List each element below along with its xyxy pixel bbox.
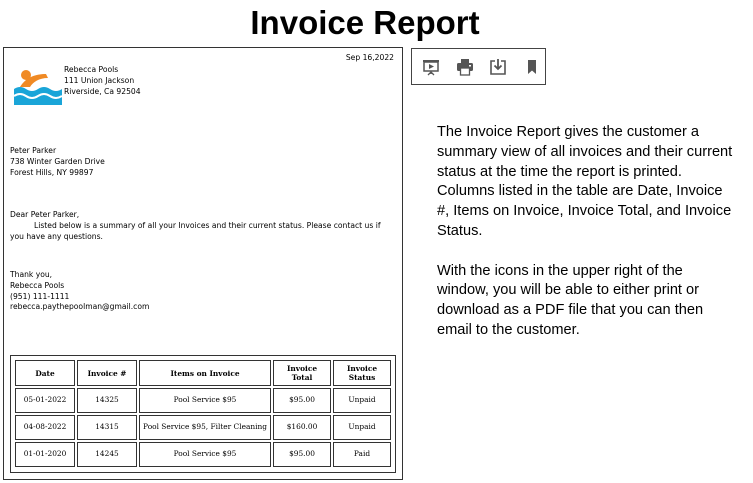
table-header-row — [15, 360, 391, 386]
recipient-name: Peter Parker — [10, 146, 57, 155]
cell-date: 01-01-2020 — [15, 442, 75, 467]
table-row — [15, 415, 391, 440]
download-icon[interactable] — [486, 54, 512, 80]
print-icon[interactable] — [452, 54, 478, 80]
cell-invoice-number: 14245 — [77, 442, 137, 467]
col-header-invoice-number: Invoice # — [77, 360, 137, 386]
company-address-line2: Riverside, Ca 92504 — [64, 86, 141, 96]
table-row — [15, 442, 391, 467]
signoff-closing: Thank you, — [10, 270, 53, 279]
greeting: Dear Peter Parker, — [10, 210, 80, 219]
cell-items: Pool Service $95 — [139, 442, 271, 467]
recipient-address-line1: 738 Winter Garden Drive — [10, 156, 105, 166]
table-row — [15, 388, 391, 413]
cell-items: Pool Service $95 — [139, 388, 271, 413]
col-header-status: Invoice Status — [333, 360, 391, 386]
col-header-total: Invoice Total — [273, 360, 331, 386]
cell-status: Unpaid — [333, 415, 391, 440]
document-date: Sep 16,2022 — [345, 53, 394, 62]
description-paragraph-2: With the icons in the upper right of the window, you will be able to either print or download as a PDF file that you can then email to the customer. — [437, 262, 704, 338]
signoff — [10, 270, 149, 313]
pool-swimmer-logo — [12, 65, 62, 105]
company-address — [64, 65, 141, 97]
bookmark-icon[interactable] — [519, 54, 545, 80]
present-icon[interactable] — [418, 54, 444, 80]
cell-total: $160.00 — [273, 415, 331, 440]
signoff-name: Rebecca Pools — [10, 280, 65, 290]
page-title: Invoice Report — [250, 4, 480, 41]
invoice-table-container — [10, 355, 396, 473]
company-address-line1: 111 Union Jackson — [64, 75, 135, 85]
company-name: Rebecca Pools — [64, 65, 119, 74]
description-paragraph-1: The Invoice Report gives the customer a summary view of all invoices and their current status at the time the report is printed. Columns listed in the table are Date, Invoice #, Items on Invoice, Invoice Total, and Invoice Status. — [437, 124, 733, 239]
invoice-document — [3, 47, 403, 480]
cell-total: $95.00 — [273, 442, 331, 467]
cell-status: Unpaid — [333, 388, 391, 413]
document-toolbar — [411, 48, 546, 85]
recipient-address — [10, 146, 105, 178]
cell-items: Pool Service $95, Filter Cleaning — [139, 415, 271, 440]
cell-date: 05-01-2022 — [15, 388, 75, 413]
signoff-email: rebecca.paythepoolman@gmail.com — [10, 302, 150, 312]
cell-date: 04-08-2022 — [15, 415, 75, 440]
body-text: Listed below is a summary of all your Invoices and their current status. Please contact us if you have any questions. — [10, 220, 381, 241]
col-header-items: Items on Invoice — [139, 360, 271, 386]
col-header-date: Date — [15, 360, 75, 386]
signoff-phone: (951) 111-1111 — [10, 291, 70, 301]
cell-invoice-number: 14315 — [77, 415, 137, 440]
letter-body — [10, 210, 395, 242]
cell-status: Paid — [333, 442, 391, 467]
description — [437, 123, 737, 361]
cell-total: $95.00 — [273, 388, 331, 413]
recipient-address-line2: Forest Hills, NY 99897 — [10, 167, 94, 177]
cell-invoice-number: 14325 — [77, 388, 137, 413]
invoice-table — [13, 358, 393, 469]
